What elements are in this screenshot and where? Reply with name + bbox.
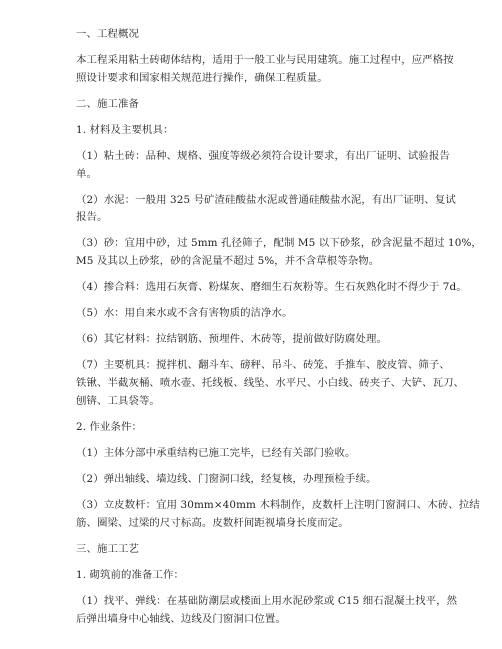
list-line: 报告。 bbox=[76, 211, 108, 223]
list-line: 刨锛、工具袋等。 bbox=[76, 395, 160, 407]
list-line: M5 及其以上砂浆，砂的含泥量不超过 5%，并不含草根等杂物。 bbox=[76, 255, 380, 267]
list-line: （1）粘土砖：品种、规格、强度等级必须符合设计要求，有出厂证明、试验报告 bbox=[76, 150, 450, 162]
heading-overview: 一、工程概况 bbox=[76, 28, 139, 40]
list-line: （3）砂：宜用中砂，过 5mm 孔径筛子，配制 M5 以下砂浆，砂含泥量不超过 10%， bbox=[76, 237, 482, 249]
list-line: （1）主体分部中承重结构已施工完毕，已经有关部门验收。 bbox=[76, 447, 356, 459]
list-line: （6）其它材料：拉结钢筋、预埋件、木砖等，提前做好防腐处理。 bbox=[76, 333, 387, 345]
heading-process: 三、施工工艺 bbox=[76, 543, 139, 555]
list-line: （5）水：用自来水或不含有害物质的洁净水。 bbox=[76, 307, 293, 319]
list-line: 筋、圈梁、过梁的尺寸标高。皮数杆间距视墙身长度而定。 bbox=[76, 517, 349, 529]
list-line: 铁锹、半截灰桶、喷水壶、托线板、线坠、水平尺、小白线、砖夹子、大铲、瓦刀、 bbox=[76, 377, 465, 389]
list-line: （7）主要机具：搅拌机、翻斗车、磅秤、吊斗、砖笼、手推车、胶皮管、筛子、 bbox=[76, 359, 450, 371]
list-line: （3）立皮数杆：宜用 30mm×40mm 木料制作，皮数杆上注明门窗洞口、木砖、拉结 bbox=[76, 499, 480, 511]
list-line: （2）水泥：一般用 325 号矿渣硅酸盐水泥或普通硅酸盐水泥，有出厂证明、复试 bbox=[76, 194, 456, 206]
list-line: （1）找平、弹线：在基础防潮层或楼面上用水泥砂浆或 C15 细石混凝土找平，然 bbox=[76, 595, 458, 607]
list-line: （2）弹出轴线、墙边线、门窗洞口线，经复核，办理预检手续。 bbox=[76, 473, 377, 485]
list-line: 单。 bbox=[76, 168, 97, 180]
list-line: 后弹出墙身中心轴线、边线及门窗洞口位置。 bbox=[76, 613, 286, 625]
subheading-conditions: 2. 作业条件： bbox=[76, 421, 142, 433]
paragraph-line: 本工程采用粘土砖砌体结构，适用于一般工业与民用建筑。施工过程中，应严格按 bbox=[76, 54, 454, 66]
list-line: （4）掺合料：选用石灰膏、粉煤灰、磨细生石灰粉等。生石灰熟化时不得少于 7d。 bbox=[76, 281, 467, 293]
subheading-materials: 1. 材料及主要机具： bbox=[76, 124, 174, 136]
heading-preparation: 二、施工准备 bbox=[76, 98, 139, 110]
subheading-prework: 1. 砌筑前的准备工作： bbox=[76, 569, 184, 581]
paragraph-line: 照设计要求和国家相关规范进行操作，确保工程质量。 bbox=[76, 72, 328, 84]
